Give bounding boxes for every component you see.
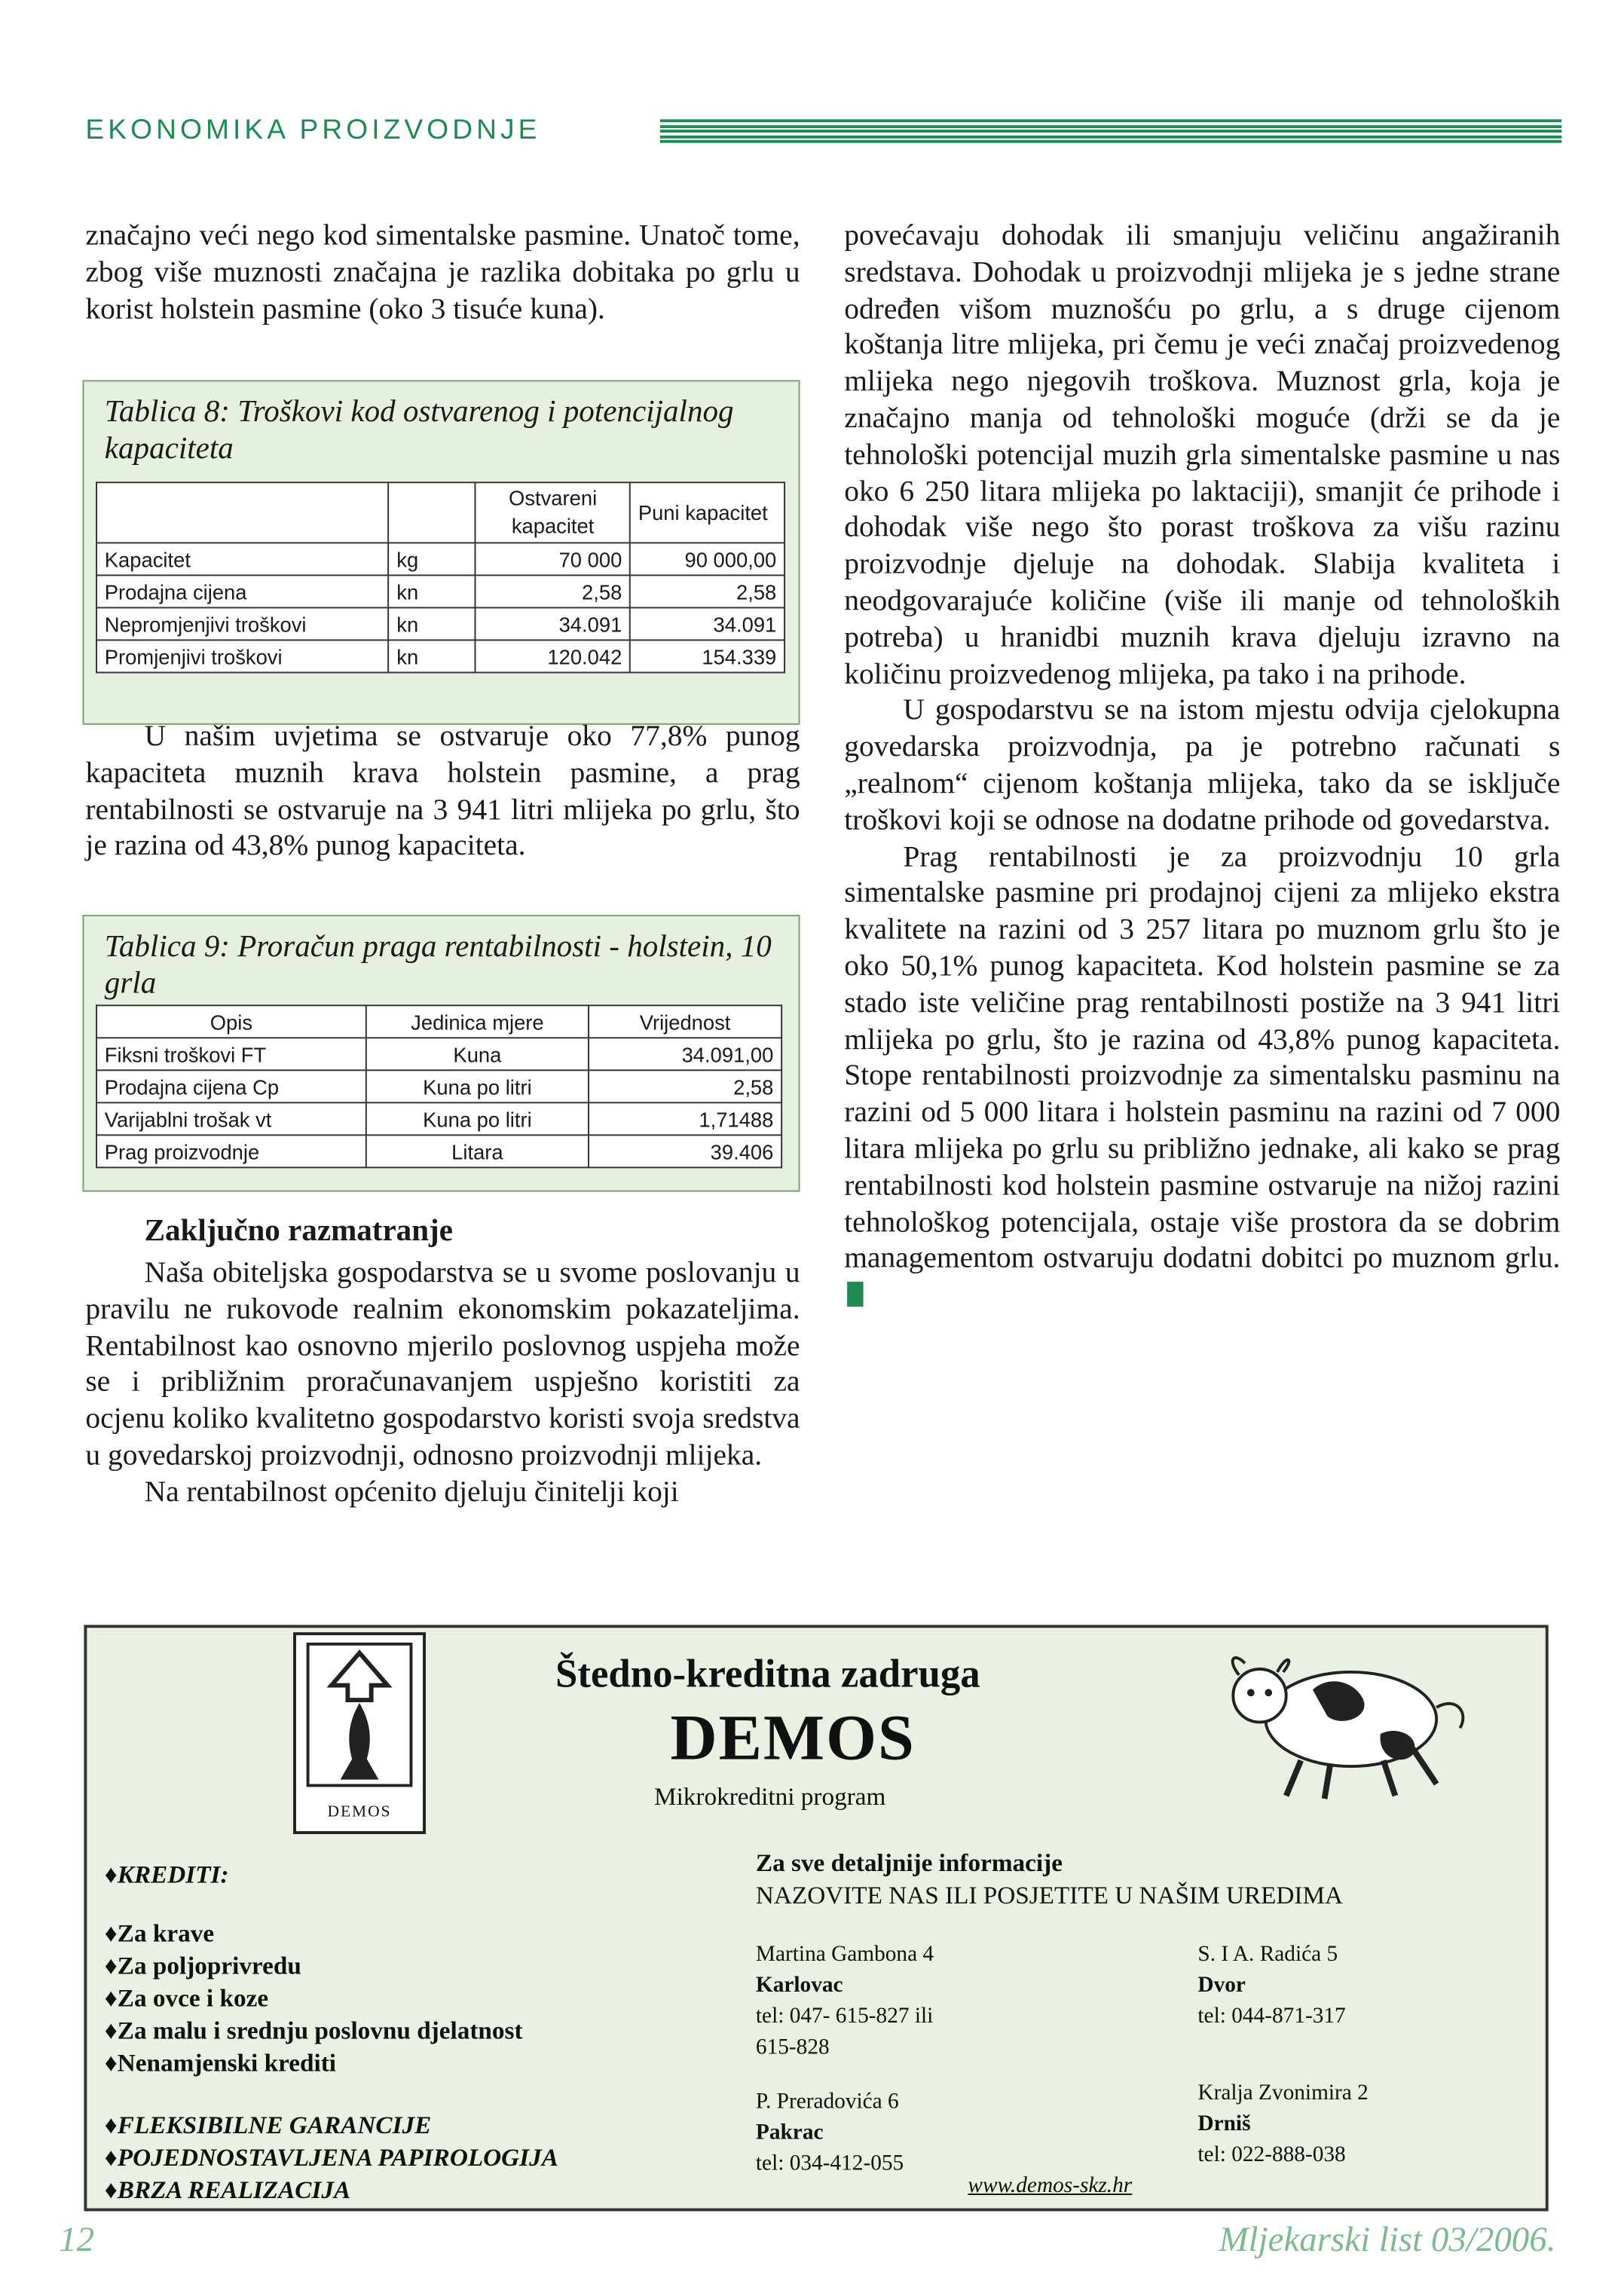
table-cell: 2,58	[476, 575, 630, 607]
table-cell: Kuna po litri	[366, 1102, 589, 1135]
table-cell: kn	[389, 575, 476, 607]
table-cell: 90 000,00	[630, 543, 784, 575]
table-cell: 2,58	[630, 575, 784, 607]
table-cell: Prag proizvodnje	[96, 1135, 366, 1167]
ad-brand: DEMOS	[670, 1701, 916, 1774]
office-phone: tel: 034-412-055	[755, 2152, 904, 2176]
right-column	[844, 218, 1560, 1313]
table-header-cell: Puni kapacitet	[630, 482, 784, 543]
office-city: Karlovac	[755, 1974, 843, 1998]
table-cell: Kapacitet	[96, 543, 388, 575]
table-cell: Prodajna cijena	[96, 575, 388, 607]
table-cell: Nepromjenjivi troškovi	[96, 607, 388, 640]
header-rule	[660, 119, 1561, 144]
table-row	[96, 575, 784, 607]
table-9-box	[82, 915, 800, 1192]
office-city: Dvor	[1197, 1974, 1246, 1998]
paragraph: povećavaju dohodak ili smanjuju veličinu angažiranih sredstava. Dohodak u proizvodnji mlijeka je s jedne strane određen višom muznošću po grlu, a s druge cijenom koštanja litre mlijeka, pri čemu je veći značaj proizvedenog mlijeka nego njegovih troškova. Muznost grla, koja je značajno manja od tehnološki moguće (drži se da je tehnološki potencijal muzih grla simentalske pasmine u nas oko 6 250 litara mlijeka po laktaciji), smanjit će prihode i dohodak više nego što porast troškova za višu razinu proizvodnje djeluje na dohodak. Slabija kvaliteta i neodgovarajuće količine (više ili manje od tehnoloških potreba) u hranidbi muznih krava djeluju izravno na količinu proizvedenog mlijeka, pa tako i na prihode.	[844, 219, 1561, 691]
table-row	[96, 1135, 781, 1167]
table-row	[96, 1070, 781, 1102]
paragraph-text: Prag rentabilnosti je za proizvodnju 10 grla simentalske pasmine pri prodajnoj cijeni za mlijeko ekstra kvalitete na razini od 3 257 litara po muznom grlu što je oko 50,1% punog kapaciteta. Kod holstein pasmine se za stado iste veličine prag rentabilnosti postiže na 3 941 litri mlijeka po grlu, što je razina od 43,8% punog kapaciteta. Stope rentabilnosti proizvodnje za simentalsku pasminu na razini od 5 000 litara i holstein pasminu na razini od 7 000 litara mlijeka po grlu su približno jednake, ali kako se prag rentabilnosti kod holstein pasmine ostvaruje na nižoj razini tehnološkog potencijala, ostaje više prostora da se dobrim managementom ostvaruju dodatni dobitci po muznom grlu.	[844, 840, 1561, 1275]
cow-icon	[1189, 1631, 1484, 1808]
office-drnis	[1197, 2079, 1368, 2172]
table-cell: kg	[389, 543, 476, 575]
left-column-middle	[85, 719, 800, 865]
table-header-cell	[389, 482, 476, 543]
feature-item: ♦FLEKSIBILNE GARANCIJE	[104, 2111, 432, 2139]
table-9-caption: Tablica 9: Proračun praga rentabilnosti - holstein, 10 grla	[104, 928, 772, 1001]
ad-website-link[interactable]: www.demos-skz.hr	[968, 2174, 1133, 2198]
table-header-cell: Vrijednost	[589, 1005, 781, 1038]
table-cell: 154.339	[630, 640, 784, 672]
feature-item: ♦BRZA REALIZACIJA	[104, 2175, 351, 2204]
ad-title: Štedno-kreditna zadruga	[555, 1651, 980, 1696]
table-8-box	[82, 380, 800, 724]
demos-logo	[293, 1632, 426, 1834]
office-address: Martina Gambona 4	[755, 1943, 934, 1967]
office-city: Drniš	[1197, 2112, 1251, 2136]
table-cell: Promjenjivi troškovi	[96, 640, 388, 672]
table-cell: 39.406	[589, 1135, 781, 1167]
credit-item: ♦Za krave	[104, 1919, 215, 1948]
office-dvor	[1197, 1940, 1345, 2033]
table-row	[96, 1102, 781, 1135]
credit-item: ♦Za ovce i koze	[104, 1984, 269, 2013]
office-pakrac	[756, 2087, 904, 2180]
office-city: Pakrac	[755, 2121, 824, 2145]
credits-heading: ♦KREDITI:	[104, 1860, 229, 1889]
office-address: Kralja Zvonimira 2	[1197, 2081, 1369, 2105]
feature-item: ♦POJEDNOSTAVLJENA PAPIROLOGIJA	[104, 2143, 558, 2172]
table-8	[96, 482, 785, 673]
table-row	[96, 607, 784, 640]
table-cell: 70 000	[476, 543, 630, 575]
paragraph: Naša obiteljska gospodarstva se u svome poslovanju u pravilu ne rukovode realnim ekonomskim pokazateljima. Rentabilnost kao osnovno mjerilo poslovnog uspjeha može se i približnim proračunavanjem uspješno koristiti za ocjenu koliko kvalitetno gospodarstvo koristi svoja sredstva u govedarskoj proizvodnji, odnosno proizvodnji mlijeka.	[85, 1256, 800, 1472]
table-row	[96, 1038, 781, 1070]
logo-label: DEMOS	[327, 1802, 392, 1821]
table-header-cell	[96, 482, 388, 543]
table-header-row	[96, 482, 784, 543]
office-address: P. Preradovića 6	[755, 2090, 899, 2114]
table-header-cell: Opis	[96, 1005, 366, 1038]
page-number: 12	[59, 2221, 95, 2260]
table-cell: 34.091	[630, 607, 784, 640]
table-cell: Prodajna cijena Cp	[96, 1070, 366, 1102]
table-cell: 1,71488	[589, 1102, 781, 1135]
office-phone-alt: 615-828	[755, 2035, 830, 2060]
office-karlovac	[756, 1940, 934, 2064]
table-cell: kn	[389, 607, 476, 640]
table-cell: 2,58	[589, 1070, 781, 1102]
credit-item: ♦Nenamjenski krediti	[104, 2049, 337, 2078]
info-heading: Za sve detaljnije informacije	[755, 1848, 1063, 1877]
demos-advertisement	[84, 1625, 1548, 2211]
office-phone: tel: 022-888-038	[1197, 2143, 1346, 2167]
end-mark-icon	[847, 1282, 864, 1307]
left-column-bottom	[85, 1255, 800, 1511]
paragraph: U gospodarstvu se na istom mjestu odvija cjelokupna govedarska proizvodnja, pa je potrebno računati s „realnom“ cijenom koštanja mlijeka, tako da se isključe troškovi koji se odnose na dodatne prihode od govedarstva.	[844, 694, 1561, 836]
table-cell: Litara	[366, 1135, 589, 1167]
table-header-cell: Jedinica mjere	[366, 1005, 589, 1038]
ad-subtitle: Mikrokreditni program	[654, 1782, 886, 1811]
table-9	[96, 1004, 782, 1168]
table-header-row	[96, 1005, 781, 1038]
table-cell: 34.091,00	[589, 1038, 781, 1070]
office-address: S. I A. Radića 5	[1197, 1943, 1338, 1967]
logo-figure-icon	[296, 1635, 423, 1794]
office-phone: tel: 047- 615-827 ili	[755, 2004, 934, 2029]
table-header-cell: Ostvareni kapacitet	[476, 482, 630, 543]
paragraph	[844, 839, 1560, 1313]
table-cell: 120.042	[476, 640, 630, 672]
table-row	[96, 543, 784, 575]
table-8-caption: Tablica 8: Troškovi kod ostvarenog i potencijalnog kapaciteta	[104, 393, 734, 466]
section-title: Zaključno razmatranje	[144, 1212, 453, 1248]
magazine-issue: Mljekarski list 03/2006.	[1219, 2221, 1556, 2260]
paragraph: U našim uvjetima se ostvaruje oko 77,8% punog kapaciteta muznih krava holstein pasmine, a prag rentabilnosti se ostvaruje na 3 941 litri mlijeka po grlu, što je razina od 43,8% punog kapaciteta.	[85, 720, 800, 863]
credit-item: ♦Za malu i srednju poslovnu djelatnost	[104, 2016, 523, 2045]
credit-item: ♦Za poljoprivredu	[104, 1952, 301, 1980]
table-row	[96, 640, 784, 672]
table-cell: Kuna po litri	[366, 1070, 589, 1102]
paragraph: značajno veći nego kod simentalske pasmine. Unatoč tome, zbog više muznosti značajna je razlika dobitaka po grlu u korist holstein pasmine (oko 3 tisuće kuna).	[85, 219, 800, 326]
table-cell: Kuna	[366, 1038, 589, 1070]
office-phone: tel: 044-871-317	[1197, 2004, 1346, 2029]
table-cell: Fiksni troškovi FT	[96, 1038, 366, 1070]
section-header-title: EKONOMIKA PROIZVODNJE	[85, 115, 541, 146]
paragraph: Na rentabilnost općenito djeluju činitelji koji	[144, 1475, 679, 1509]
table-cell: kn	[389, 640, 476, 672]
table-cell: Varijablni trošak vt	[96, 1102, 366, 1135]
info-call: NAZOVITE NAS ILI POSJETITE U NAŠIM UREDIMA	[755, 1881, 1344, 1909]
table-cell: 34.091	[476, 607, 630, 640]
left-column-top	[85, 218, 800, 327]
